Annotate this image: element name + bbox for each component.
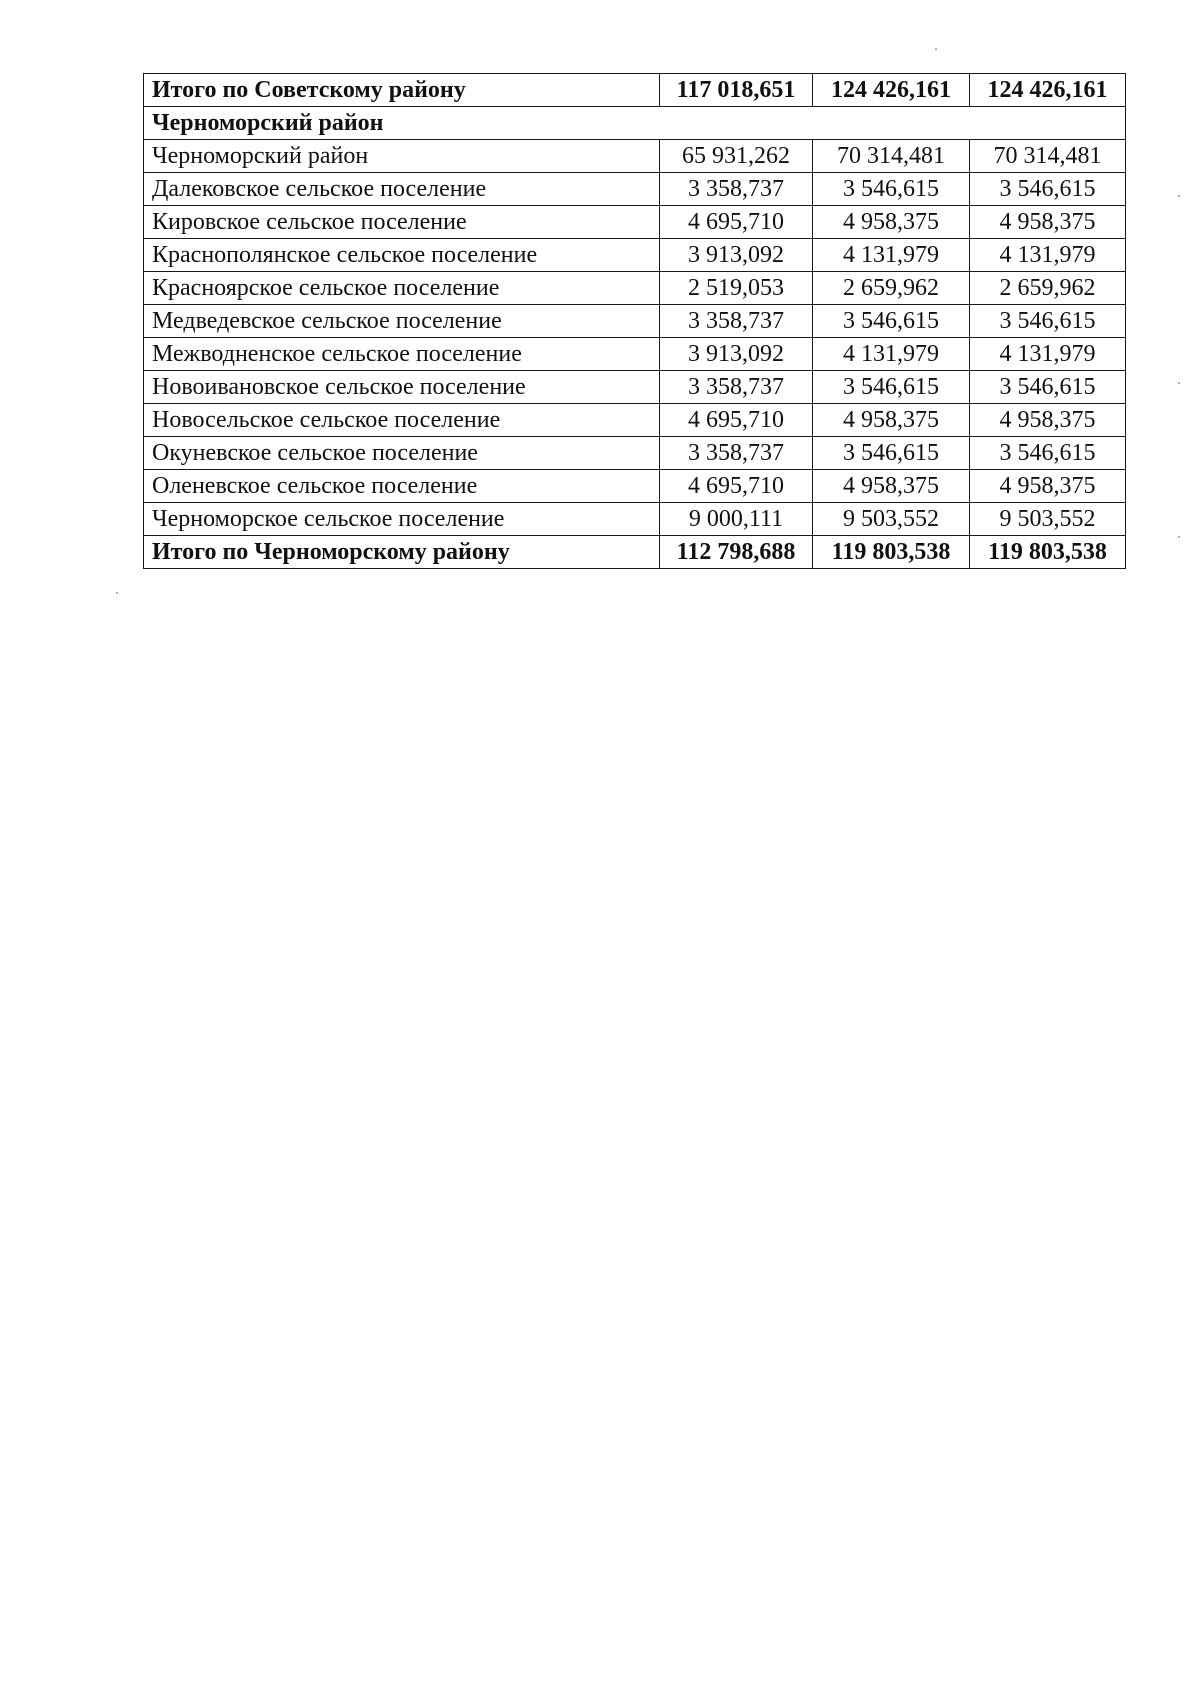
row-name-cell: Новосельское сельское поселение [144, 404, 660, 437]
row-name-cell: Черноморское сельское поселение [144, 503, 660, 536]
table-row-section-header [144, 107, 1126, 140]
row-value-1-cell: 65 931,262 [660, 140, 813, 173]
table-row [144, 371, 1126, 404]
row-value-2-cell: 70 314,481 [813, 140, 970, 173]
row-value-1-cell: 3 358,737 [660, 371, 813, 404]
table-row-total-chernomorsky [144, 536, 1126, 569]
row-value-2-cell: 3 546,615 [813, 371, 970, 404]
row-value-3-cell: 3 546,615 [970, 371, 1126, 404]
row-value-3-cell: 3 546,615 [970, 173, 1126, 206]
row-value-1-cell: 4 695,710 [660, 404, 813, 437]
table-row [144, 272, 1126, 305]
row-value-2-cell: 4 958,375 [813, 404, 970, 437]
budget-table [143, 73, 1126, 569]
table-row [144, 437, 1126, 470]
row-value-3-cell: 70 314,481 [970, 140, 1126, 173]
row-value-2-cell: 2 659,962 [813, 272, 970, 305]
row-name-cell: Краснополянское сельское поселение [144, 239, 660, 272]
table-row [144, 206, 1126, 239]
row-value-1-cell: 9 000,111 [660, 503, 813, 536]
row-value-2-cell: 4 958,375 [813, 206, 970, 239]
row-name-cell: Красноярское сельское поселение [144, 272, 660, 305]
row-name-cell: Итого по Советскому району [144, 74, 660, 107]
row-value-3-cell: 4 958,375 [970, 470, 1126, 503]
row-value-1-cell: 112 798,688 [660, 536, 813, 569]
row-value-1-cell: 3 913,092 [660, 338, 813, 371]
row-value-1-cell: 3 358,737 [660, 173, 813, 206]
row-value-3-cell: 9 503,552 [970, 503, 1126, 536]
row-value-3-cell: 4 131,979 [970, 338, 1126, 371]
row-value-1-cell: 4 695,710 [660, 470, 813, 503]
row-name-cell: Итого по Черноморскому району [144, 536, 660, 569]
row-value-1-cell: 3 358,737 [660, 437, 813, 470]
row-name-cell: Оленевское сельское поселение [144, 470, 660, 503]
row-name-cell: Далековское сельское поселение [144, 173, 660, 206]
row-value-2-cell: 4 131,979 [813, 338, 970, 371]
row-value-2-cell: 3 546,615 [813, 437, 970, 470]
table-row [144, 503, 1126, 536]
table-row [144, 470, 1126, 503]
row-name-cell: Окуневское сельское поселение [144, 437, 660, 470]
table-row-total-sovetsky [144, 74, 1126, 107]
row-value-3-cell: 3 546,615 [970, 305, 1126, 338]
scan-speck [1178, 536, 1180, 538]
row-name-cell: Кировское сельское поселение [144, 206, 660, 239]
row-value-3-cell: 4 958,375 [970, 404, 1126, 437]
row-value-3-cell: 3 546,615 [970, 437, 1126, 470]
row-name-cell: Медведевское сельское поселение [144, 305, 660, 338]
row-value-1-cell: 2 519,053 [660, 272, 813, 305]
row-value-1-cell: 4 695,710 [660, 206, 813, 239]
row-name-cell: Межводненское сельское поселение [144, 338, 660, 371]
row-value-2-cell: 4 958,375 [813, 470, 970, 503]
row-value-2-cell: 4 131,979 [813, 239, 970, 272]
row-value-3-cell: 124 426,161 [970, 74, 1126, 107]
row-name-cell: Черноморский район [144, 140, 660, 173]
scan-speck [935, 48, 937, 50]
table-row [144, 239, 1126, 272]
table-row [144, 173, 1126, 206]
row-value-2-cell: 9 503,552 [813, 503, 970, 536]
row-value-1-cell: 117 018,651 [660, 74, 813, 107]
table-row [144, 140, 1126, 173]
section-header-cell: Черноморский район [144, 107, 1126, 140]
row-value-2-cell: 119 803,538 [813, 536, 970, 569]
row-value-1-cell: 3 358,737 [660, 305, 813, 338]
row-value-3-cell: 119 803,538 [970, 536, 1126, 569]
table-row [144, 338, 1126, 371]
scan-speck [116, 592, 118, 594]
row-value-2-cell: 3 546,615 [813, 305, 970, 338]
scan-speck [1178, 382, 1180, 384]
row-name-cell: Новоивановское сельское поселение [144, 371, 660, 404]
row-value-2-cell: 3 546,615 [813, 173, 970, 206]
table-row [144, 404, 1126, 437]
row-value-3-cell: 4 131,979 [970, 239, 1126, 272]
row-value-2-cell: 124 426,161 [813, 74, 970, 107]
row-value-3-cell: 2 659,962 [970, 272, 1126, 305]
table-row [144, 305, 1126, 338]
row-value-3-cell: 4 958,375 [970, 206, 1126, 239]
scan-speck [1178, 195, 1180, 197]
row-value-1-cell: 3 913,092 [660, 239, 813, 272]
